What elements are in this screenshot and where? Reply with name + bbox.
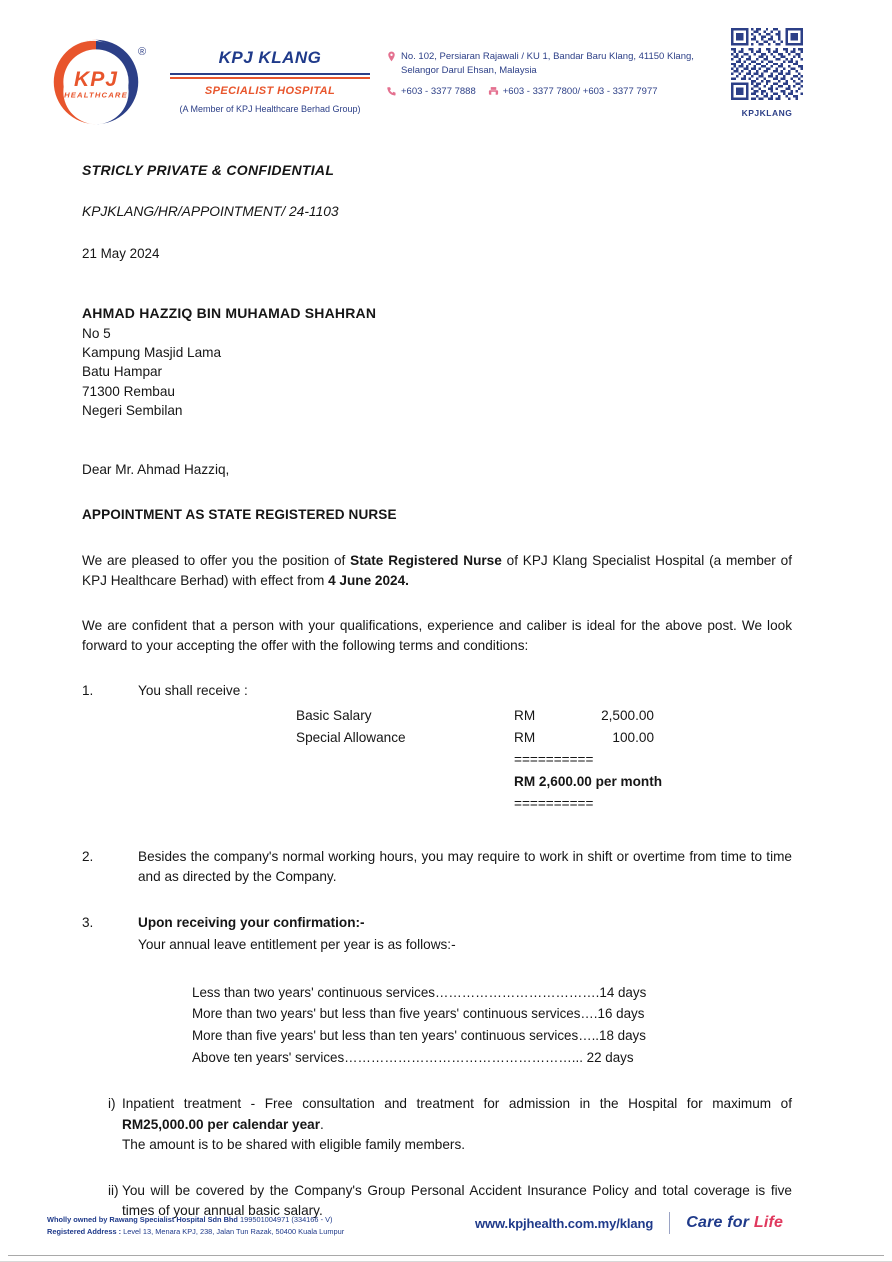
benefit-i-text-part-2: . [320,1116,324,1132]
leave-entitlement-item: More than two years' but less than five years' continuous services….16 days [192,1006,645,1022]
benefit-ii-text: You will be covered by the Company's Group Personal Accident Insurance Policy and total coverage is five times of your annual basic salary. [122,1182,792,1218]
salary-total-row [296,771,792,793]
salary-row [296,727,792,749]
leave-entitlement-list [192,982,792,1069]
benefit-i-amount: RM25,000.00 per calendar year [122,1116,320,1132]
leave-entitlement-item: More than five years' but less than ten years' continuous services…..18 days [192,1028,646,1043]
footer-rule [8,1255,884,1256]
footer-company-info [47,1214,344,1238]
term-1-text: You shall receive : [138,682,248,698]
footer-address-row [47,1226,344,1238]
offer-text-part-2: of KPJ Klang Specialist Hospital (a member of KPJ Healthcare Berhad) with effect from [82,552,792,588]
reference-number: KPJKLANG/HR/APPOINTMENT/ 24-1103 [82,203,339,219]
brand-subtitle: SPECIALIST HOSPITAL [204,85,336,97]
phone-number: +603 - 3377 7888 [401,85,476,97]
benefit-i-marker: i) [108,1096,116,1112]
qr-code-label: KPJKLANG [741,108,793,118]
contact-block [386,50,706,98]
salary-table [296,705,792,815]
location-pin-icon [386,51,397,62]
term-2-text: Besides the company's normal working hours, you may require to work in shift or overtime from time to time and as directed by the Company. [138,849,792,885]
term-item-2 [82,847,792,887]
address-line-1: No. 102, Persiaran Rajawali / KU 1, Bandar Baru Klang, 41150 Klang, [401,51,694,62]
salary-row-label: Basic Salary [296,708,372,724]
offer-position: State Registered Nurse [350,552,502,568]
address-row [386,50,706,78]
benefit-i-text-part-1: Inpatient treatment - Free consultation and treatment for admission in the Hospital for maximum of [122,1096,792,1112]
brand-rule-navy [170,73,370,75]
benefit-i-extra-line: The amount is to be shared with eligible family members. [122,1136,466,1152]
footer-owner-registration: 199501004971 (334166 - V) [240,1215,333,1224]
tagline-part-1: Care for [686,1214,754,1231]
salary-row-currency: RM [514,730,536,746]
kpj-healthcare-logo [42,26,160,138]
brand-block [170,48,370,114]
addressee-line-5: Negeri Sembilan [82,403,183,419]
svg-text:KPJ: KPJ [74,67,118,91]
brand-member-note: (A Member of KPJ Healthcare Berhad Group) [179,104,361,114]
footer-tagline [686,1214,783,1232]
benefit-item-i [82,1094,792,1154]
phone-icon [386,86,397,97]
term-item-1 [82,681,792,701]
footer-address-value: Level 13, Menara KPJ, 238, Jalan Tun Razak, 50400 Kuala Lumpur [123,1226,345,1236]
address-line-2: Selangor Darul Ehsan, Malaysia [401,64,537,76]
telephone-row [386,85,706,99]
footer-website-url[interactable]: www.kpjhealth.com.my/klang [475,1215,654,1231]
salutation: Dear Mr. Ahmad Hazziq, [82,462,230,478]
addressee-line-3: Batu Hampar [82,364,163,380]
svg-text:HEALTHCARE: HEALTHCARE [64,90,128,100]
term-2-number: 2. [82,849,94,865]
benefit-ii-marker: ii) [108,1182,119,1198]
salary-rule-top: ========== [514,752,594,768]
subject-line: APPOINTMENT AS STATE REGISTERED NURSE [82,507,397,523]
salary-row-amount: 100.00 [612,730,654,746]
salary-total: RM 2,600.00 per month [514,774,663,790]
term-item-3 [82,913,792,955]
addressee-block [82,304,792,420]
offer-paragraph [82,551,792,591]
tagline-part-2: Life [753,1214,784,1231]
salary-row-amount: 2,500.00 [601,708,654,724]
footer-divider [669,1212,670,1234]
logo-ring-icon [48,34,147,130]
leave-entitlement-item: Less than two years' continuous services……………………………….14 days [192,984,647,1000]
brand-name: KPJ KLANG [218,48,322,67]
footer-brand-area [475,1212,783,1234]
letter-body [82,160,792,1221]
term-1-number: 1. [82,682,94,698]
term-3-content [138,913,792,955]
leave-entitlement-item: Above ten years' services……………………………………………... 22 days [192,1049,634,1065]
letter-date: 21 May 2024 [82,246,160,262]
term-3-text: Your annual leave entitlement per year is as follows:- [138,937,456,953]
confidentiality-notice: STRICLY PRIVATE & CONFIDENTIAL [82,162,335,178]
fax-icon [488,86,499,97]
offer-start-date: 4 June 2024. [328,572,409,588]
addressee-line-2: Kampung Masjid Lama [82,345,222,361]
salary-rule-top-row [296,749,792,771]
addressee-line-4: 71300 Rembau [82,383,175,399]
offer-text-part-1: We are pleased to offer you the position of [82,552,351,568]
fax-number: +603 - 3377 7800/ +603 - 3377 7977 [502,85,658,97]
footer-address-label: Registered Address : [47,1226,122,1236]
footer-owner-row [47,1214,344,1226]
qr-code-icon [731,28,803,100]
footer-owner-line: Wholly owned by Rawang Specialist Hospital Sdn Bhd [47,1215,238,1224]
page-footer [0,1184,892,1262]
brand-rule-orange [170,77,370,79]
term-3-number: 3. [82,915,94,931]
salary-rule-bottom-row [296,793,792,815]
salary-row-label: Special Allowance [296,730,406,746]
salary-rule-bottom: ========== [514,796,594,812]
qr-code-block [727,28,807,118]
benefit-i-content [122,1094,792,1154]
addressee-line-1: No 5 [82,325,111,341]
confidence-paragraph: We are confident that a person with your qualifications, experience and caliber is ideal for the above post. We look forward to your accepting the offer with the following terms and conditions: [82,617,792,653]
term-3-heading: Upon receiving your confirmation:- [138,915,365,931]
registered-trademark-icon: ® [138,46,147,58]
salary-row-currency: RM [514,708,536,724]
salary-row [296,705,792,727]
letterhead [0,0,892,140]
addressee-name: AHMAD HAZZIQ BIN MUHAMAD SHAHRAN [82,304,377,321]
